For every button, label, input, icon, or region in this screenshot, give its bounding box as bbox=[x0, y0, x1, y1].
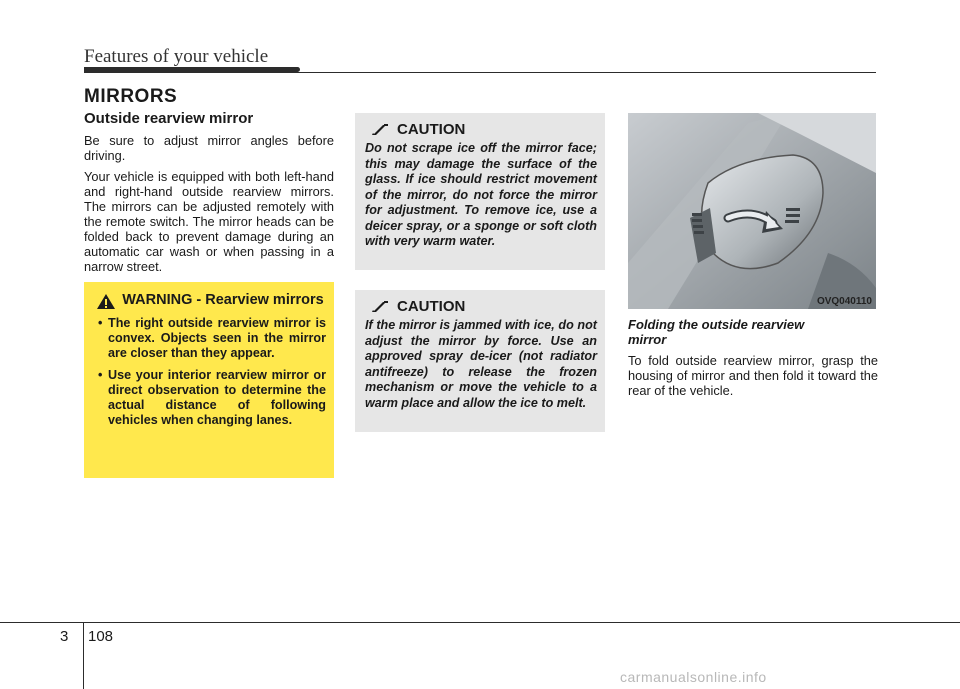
warning-triangle-icon bbox=[96, 293, 116, 310]
caution-text-1: Do not scrape ice off the mirror face; this may damage the surface of the glass. If ice should restrict movement of the mirror, do not force the mirror for adjustment. To remove ice, use a deicer spray, or a sponge or soft cloth with very warm water. bbox=[365, 141, 597, 248]
header-rule bbox=[84, 72, 876, 73]
outside-mirror-paragraph-2: Your vehicle is equipped with both left-hand and right-hand outside rearview mirrors. The mirrors can be adjusted remotely with the remote switch. The mirror heads can be folded back to prevent damage during an automatic car wash or when passing in a narrow street. bbox=[84, 169, 334, 274]
footer-divider bbox=[83, 622, 84, 689]
warning-box bbox=[84, 282, 334, 478]
mirror-figure bbox=[628, 113, 876, 309]
header-title: Features of your vehicle bbox=[84, 46, 269, 67]
warning-list bbox=[94, 316, 326, 428]
footer-rule bbox=[0, 622, 960, 623]
outside-mirror-heading: Outside rearview mirror bbox=[84, 110, 254, 127]
chapter-number: 3 bbox=[60, 628, 69, 645]
outside-mirror-section bbox=[84, 110, 334, 280]
caution-header-1 bbox=[365, 121, 597, 138]
watermark: carmanualsonline.info bbox=[620, 669, 767, 685]
section-title: MIRRORS bbox=[84, 86, 178, 107]
warning-title: WARNING - Rearview mirrors bbox=[122, 292, 324, 308]
caution-box-2 bbox=[355, 290, 605, 432]
folding-text: To fold outside rearview mirror, grasp the housing of mirror and then fold it toward the rear of the vehicle. bbox=[628, 353, 878, 398]
caution-box-1 bbox=[355, 113, 605, 270]
caution-title-2: CAUTION bbox=[397, 298, 466, 315]
warning-item-2: • Use your interior rearview mirror or direct observation to determine the actual distance of following vehicles when changing lanes. bbox=[94, 368, 326, 428]
caution-pencil-icon bbox=[371, 124, 389, 136]
mirror-illustration bbox=[628, 113, 876, 309]
folding-section bbox=[628, 317, 878, 404]
outside-mirror-paragraph-1: Be sure to adjust mirror angles before driving. bbox=[84, 133, 334, 163]
caution-header-2 bbox=[365, 298, 597, 315]
warning-header bbox=[94, 292, 326, 310]
caution-text-2: If the mirror is jammed with ice, do not adjust the mirror by force. Use an approved spray de-icer (not radiator antifreeze) to release the frozen mechanism or move the vehicle to a warm place and allow the ice to melt. bbox=[365, 318, 597, 410]
folding-heading: Folding the outside rearview mirror bbox=[628, 317, 805, 347]
caution-pencil-icon bbox=[371, 301, 389, 313]
warning-item-1: • The right outside rearview mirror is convex. Objects seen in the mirror are closer than they appear. bbox=[94, 316, 326, 361]
page-number: 108 bbox=[88, 628, 114, 645]
caution-title-1: CAUTION bbox=[397, 121, 466, 138]
figure-code-label: OVQ040110 bbox=[816, 296, 872, 307]
